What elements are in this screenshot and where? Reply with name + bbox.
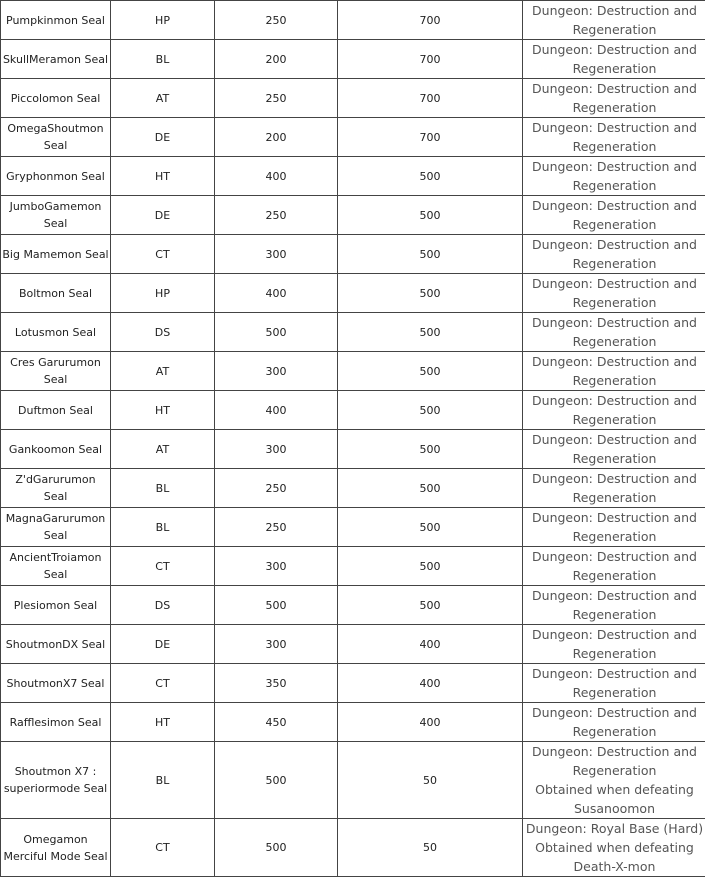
value-2: 500 <box>338 547 523 586</box>
seal-name: Cres Garurumon Seal <box>1 352 111 391</box>
table-row <box>1 391 705 430</box>
table-row <box>1 1 705 40</box>
obtain-source: Dungeon: Destruction and Regeneration <box>523 625 705 664</box>
seal-name: Pumpkinmon Seal <box>1 1 111 40</box>
value-1: 300 <box>215 235 338 274</box>
seal-name: Z'dGarurumon Seal <box>1 469 111 508</box>
value-2: 500 <box>338 391 523 430</box>
seal-name: Shoutmon X7 : superiormode Seal <box>1 742 111 819</box>
value-1: 450 <box>215 703 338 742</box>
table-row <box>1 196 705 235</box>
table-row <box>1 40 705 79</box>
seal-name: AncientTroiamon Seal <box>1 547 111 586</box>
obtain-source: Dungeon: Destruction and Regeneration <box>523 391 705 430</box>
obtain-source-line: Obtained when defeating Susanoomon <box>525 780 704 818</box>
value-1: 500 <box>215 742 338 819</box>
seal-name: Lotusmon Seal <box>1 313 111 352</box>
table-row <box>1 819 705 877</box>
value-2: 500 <box>338 430 523 469</box>
value-1: 500 <box>215 819 338 877</box>
stat-type: AT <box>111 430 215 469</box>
table-row <box>1 79 705 118</box>
value-2: 500 <box>338 352 523 391</box>
seal-name: JumboGamemon Seal <box>1 196 111 235</box>
table-row <box>1 586 705 625</box>
seal-name: SkullMeramon Seal <box>1 40 111 79</box>
obtain-source: Dungeon: Destruction and Regeneration <box>523 703 705 742</box>
value-1: 400 <box>215 157 338 196</box>
value-1: 400 <box>215 274 338 313</box>
stat-type: HT <box>111 157 215 196</box>
value-2: 500 <box>338 586 523 625</box>
stat-type: DS <box>111 313 215 352</box>
obtain-source: Dungeon: Destruction and Regeneration <box>523 157 705 196</box>
value-1: 300 <box>215 352 338 391</box>
stat-type: HT <box>111 703 215 742</box>
seal-name: ShoutmonX7 Seal <box>1 664 111 703</box>
obtain-source: Dungeon: Destruction and Regeneration <box>523 313 705 352</box>
value-2: 500 <box>338 235 523 274</box>
obtain-source: Dungeon: Destruction and Regeneration <box>523 274 705 313</box>
obtain-source <box>523 742 705 819</box>
value-1: 200 <box>215 118 338 157</box>
value-2: 700 <box>338 79 523 118</box>
obtain-source-line: Dungeon: Royal Base (Hard) <box>525 819 704 838</box>
obtain-source: Dungeon: Destruction and Regeneration <box>523 430 705 469</box>
value-1: 400 <box>215 391 338 430</box>
value-2: 700 <box>338 1 523 40</box>
value-2: 500 <box>338 469 523 508</box>
stat-type: AT <box>111 79 215 118</box>
seal-name: Piccolomon Seal <box>1 79 111 118</box>
obtain-source-line: Obtained when defeating Death-X-mon <box>525 838 704 876</box>
stat-type: CT <box>111 547 215 586</box>
value-2: 500 <box>338 313 523 352</box>
obtain-source: Dungeon: Destruction and Regeneration <box>523 664 705 703</box>
obtain-source-line: Dungeon: Destruction and Regeneration <box>525 742 704 780</box>
stat-type: DE <box>111 196 215 235</box>
value-2: 500 <box>338 274 523 313</box>
value-1: 300 <box>215 547 338 586</box>
seal-table-body <box>1 1 705 877</box>
obtain-source: Dungeon: Destruction and Regeneration <box>523 235 705 274</box>
seal-name: ShoutmonDX Seal <box>1 625 111 664</box>
obtain-source: Dungeon: Destruction and Regeneration <box>523 79 705 118</box>
seal-name: Gryphonmon Seal <box>1 157 111 196</box>
value-2: 50 <box>338 819 523 877</box>
stat-type: CT <box>111 664 215 703</box>
obtain-source: Dungeon: Destruction and Regeneration <box>523 547 705 586</box>
seal-name: Duftmon Seal <box>1 391 111 430</box>
value-1: 500 <box>215 313 338 352</box>
value-1: 250 <box>215 79 338 118</box>
table-row <box>1 157 705 196</box>
table-row <box>1 508 705 547</box>
value-2: 700 <box>338 118 523 157</box>
value-2: 500 <box>338 157 523 196</box>
value-1: 250 <box>215 469 338 508</box>
table-row <box>1 118 705 157</box>
seal-name: Big Mamemon Seal <box>1 235 111 274</box>
obtain-source: Dungeon: Destruction and Regeneration <box>523 196 705 235</box>
value-1: 350 <box>215 664 338 703</box>
seal-name: MagnaGarurumon Seal <box>1 508 111 547</box>
stat-type: HP <box>111 1 215 40</box>
seal-name: Rafflesimon Seal <box>1 703 111 742</box>
obtain-source: Dungeon: Destruction and Regeneration <box>523 40 705 79</box>
stat-type: DE <box>111 118 215 157</box>
table-row <box>1 235 705 274</box>
value-1: 250 <box>215 1 338 40</box>
value-2: 400 <box>338 625 523 664</box>
obtain-source: Dungeon: Destruction and Regeneration <box>523 586 705 625</box>
stat-type: DE <box>111 625 215 664</box>
obtain-source: Dungeon: Destruction and Regeneration <box>523 508 705 547</box>
value-2: 500 <box>338 196 523 235</box>
stat-type: CT <box>111 235 215 274</box>
table-row <box>1 313 705 352</box>
table-row <box>1 742 705 819</box>
table-row <box>1 274 705 313</box>
stat-type: HP <box>111 274 215 313</box>
value-1: 300 <box>215 625 338 664</box>
obtain-source: Dungeon: Destruction and Regeneration <box>523 1 705 40</box>
obtain-source: Dungeon: Destruction and Regeneration <box>523 118 705 157</box>
value-2: 400 <box>338 664 523 703</box>
stat-type: DS <box>111 586 215 625</box>
value-1: 200 <box>215 40 338 79</box>
table-row <box>1 664 705 703</box>
stat-type: AT <box>111 352 215 391</box>
obtain-source: Dungeon: Destruction and Regeneration <box>523 469 705 508</box>
value-2: 400 <box>338 703 523 742</box>
seal-name: Omegamon Merciful Mode Seal <box>1 819 111 877</box>
stat-type: CT <box>111 819 215 877</box>
seal-name: Plesiomon Seal <box>1 586 111 625</box>
stat-type: BL <box>111 508 215 547</box>
stat-type: BL <box>111 742 215 819</box>
value-2: 500 <box>338 508 523 547</box>
seal-name: OmegaShoutmon Seal <box>1 118 111 157</box>
seal-name: Gankoomon Seal <box>1 430 111 469</box>
value-1: 300 <box>215 430 338 469</box>
value-2: 50 <box>338 742 523 819</box>
table-row <box>1 625 705 664</box>
table-row <box>1 469 705 508</box>
stat-type: BL <box>111 40 215 79</box>
stat-type: BL <box>111 469 215 508</box>
value-1: 250 <box>215 196 338 235</box>
value-1: 500 <box>215 586 338 625</box>
seal-name: Boltmon Seal <box>1 274 111 313</box>
table-row <box>1 703 705 742</box>
obtain-source <box>523 819 705 877</box>
value-2: 700 <box>338 40 523 79</box>
table-row <box>1 352 705 391</box>
table-row <box>1 430 705 469</box>
table-row <box>1 547 705 586</box>
obtain-source: Dungeon: Destruction and Regeneration <box>523 352 705 391</box>
stat-type: HT <box>111 391 215 430</box>
value-1: 250 <box>215 508 338 547</box>
